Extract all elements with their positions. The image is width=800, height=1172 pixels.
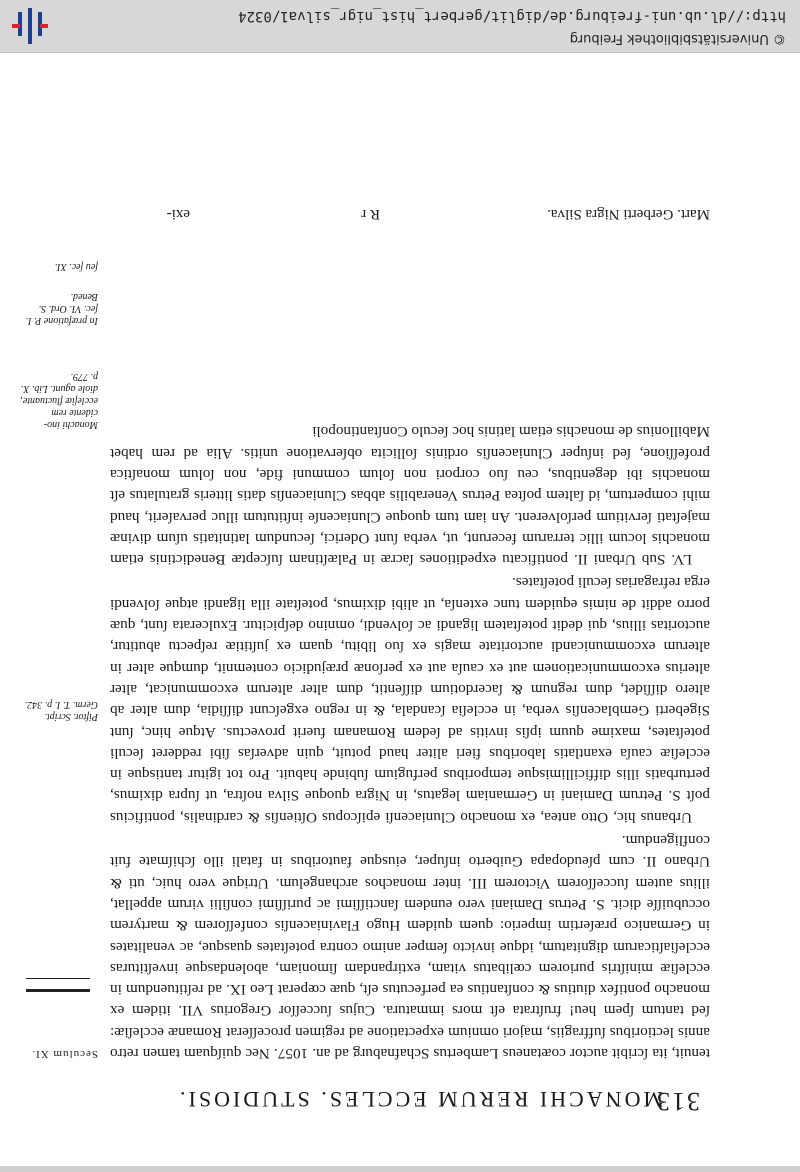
- margin-note-monachi: Monachi ino-cidente rem eccleſiæ fluctuante, diole agunt. Lib. X. p. 779.: [20, 371, 98, 430]
- paragraph-3: LV. Sub Urbani II. pontificatu expeditiones ſacræ in Palæſtinam ſuſceptæ Benedictinis etiam monachis locum illic terrarum fecerunt, ut, verba ſunt Oderici, ſecundum latinitatis uſum divinæ majeſtati ſervitium perſolverent. An iam tum quoque Cluniacenſe inſtitutum illuc pervaſerit, haud mihi compertum, id ſaltem poſtea Petrus Venerabilis abbas Cluniacenſis datis litteris gratulatus eſt monachis ibi degentibus, ceu ſuo corpori non ſolum communi fide, non ſolum monaſtica profeſſione, ſed inſuper Cluniacenſis ordinis ſollicita obſervatione unitis. Alia ad rem habet Mabillonius de monachis etiam latinis hoc ſeculo Conſtantinopoli: [110, 423, 710, 569]
- running-head: MONACHI RERUM ECCLES. STUDIOSI.: [177, 1087, 663, 1112]
- paragraph-1: tenuit, ita ſcribit auctor coætaneus Lambertus Schafnaburg ad an. 1057. Nec quiſquam tamen retro annis lectioribus ſuffragiis, majori omnium expectatione ad regimen proceſſerat Romanæ eccleſiæ: ſed tantum ſpem heu! fruſtrata eſt mors immatura. Cujus ſucceſſor Gregorius VII. itidem ex monacho pontifex diutius & conſtantius ea perfecutus eſt, quæ cœperat Leo IX. ad reſtituendum in eccleſiæ miniſtris puriorem cœlibatus vitam, extirpandam ſimoniam, abolendasque inveſtituras eccleſiaſticarum dignitatum, idque invicto ſemper animo contra poteſtates quasque, ac venalitates in Germanico præſertim imperio: quem quidem Hugo Flaviniacenſis confeſſorem & martyrem occubuiſſe dicit. S. Petrus Damiani vero eundem ſanctiſſimi ac puriſſimi conſilii virum appellat, illius autem ſucceſſorem Victorem III. inter monachos archangelum. Utrique vero huic, uti & Urbano II. cum pſeudopapa Guiberto inſuper, eiusque fautoribus in fatali illo ſchiſmate fuit confligendum.: [110, 832, 710, 1062]
- footer-signature: R r: [361, 206, 380, 222]
- viewer-url[interactable]: http://dl.ub.uni-freiburg.de/diglit/gerbert_hist_nigr_silva1/0324: [238, 8, 786, 24]
- ub-logo-icon: [10, 6, 50, 46]
- margin-seculum: Seculum XI.: [31, 1048, 98, 1060]
- footer-author: Mart. Gerberti Nigra Silva.: [547, 206, 710, 222]
- margin-note-sec: ſeu ſec. XI.: [54, 261, 98, 272]
- viewer-info-bar: [0, 0, 800, 53]
- page-edge-strip: [0, 1166, 800, 1172]
- margin-rule: [26, 978, 90, 992]
- body-text: [110, 419, 710, 1064]
- margin-note-pistor: Piftor. Script. Germ. T. I. p. 342.: [24, 699, 98, 722]
- footer-catchword: exi-: [166, 206, 190, 222]
- viewer-credit: © Universitätsbibliothek Freiburg: [569, 31, 786, 46]
- book-page: [20, 82, 780, 1142]
- page-number: 313: [655, 1087, 700, 1116]
- margin-note-praefatione: In præfatione P. I. ſec. VI. Ord. S. Bened.: [25, 291, 98, 326]
- paragraph-2: Urbanus hic, Otto antea, ex monacho Cluniacenſi epiſcopus Oſtienſis & cardinalis, pontificius poſt S. Petrum Damiani in Germaniam legatus, in Nigra quoque Silva noſtra, ut ſupra diximus, perturbatis illis difficillimisque temporibus perfugium ſubinde habuit. Pro tot igitur tantisque in eccleſiæ cauſa exantlatis laboribus fieri aliter haud potuit, quin adverſas ſibi redderet ſeculi poteſtates, maxime quum ipſis invitis ad ſedem Romanam fuerit provectus. Atque hinc, ſunt Sigeberti Gemblacenſis verba, in eccleſia ſcandala, & in regno exgeſcunt diſſidia, dum alter ab altero diſſidet, dum regnum & ſacerdotium diſſentit, dum alter alterum excommunicat, alter alterius excommunicationem aut ex cauſa aut ex perſonæ præjudicio contemnit, dumque alter in alterum excommunicandi auctoritate magis ex ſuo libitu, quam ex juſtitiæ reſpectu abutitur, auctoritas illius, qui dedit poteſtatem ligandi ac ſolvendi, omnino deſpicitur. Exulcerata ſunt, quæ porro addit de nimis equidem tunc extenſa, ut alibi diximus, poteſtate illa ligandi atque ſolvendi erga refragarias ſeculi poteſtates.: [110, 574, 710, 826]
